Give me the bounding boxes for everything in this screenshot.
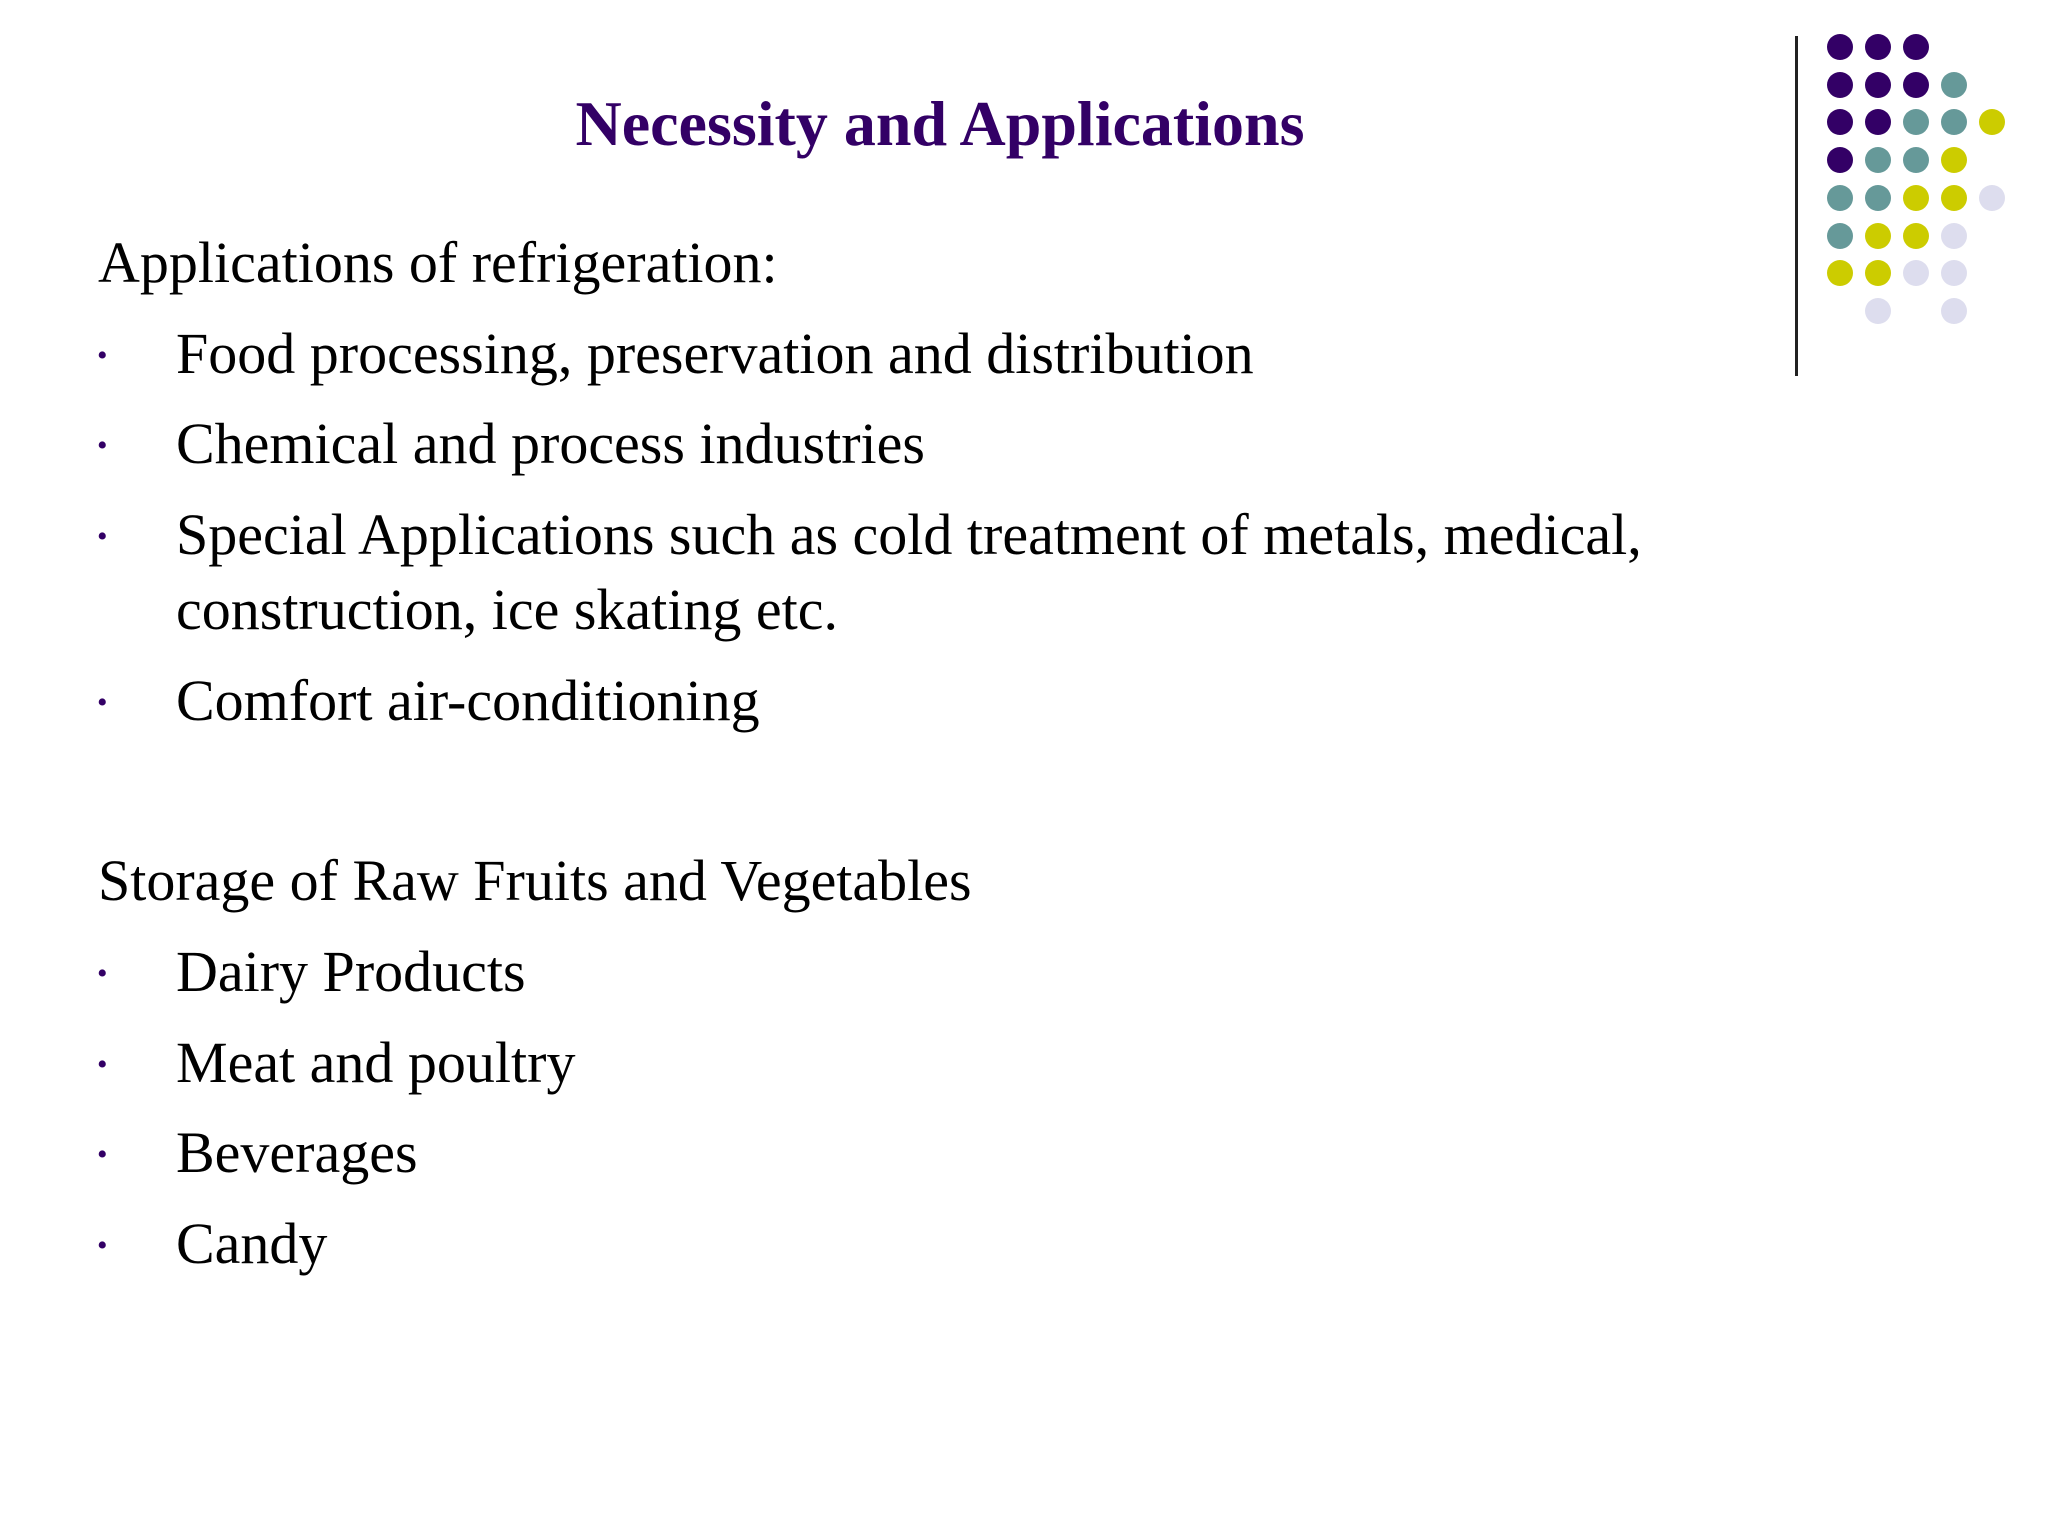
bullet: • [97,339,108,372]
dot [1827,223,1853,249]
dot [1827,147,1853,173]
dot [1865,72,1891,98]
list-item-text: Comfort air-conditioning [176,668,760,733]
dot [1941,223,1967,249]
list-item-text: Candy [176,1211,328,1276]
vertical-divider [1795,36,1798,376]
dot [1979,185,2005,211]
dot [1865,147,1891,173]
dot [1865,109,1891,135]
dot [1827,72,1853,98]
dot [1941,185,1967,211]
dot [1979,109,2005,135]
dot [1865,298,1891,324]
section-heading-storage: Storage of Raw Fruits and Vegetables [98,848,972,913]
dot [1903,109,1929,135]
dot [1903,185,1929,211]
dot [1941,147,1967,173]
bullet: • [97,429,108,462]
dot [1865,185,1891,211]
list-item-text: Chemical and process industries [176,411,925,476]
dot [1903,260,1929,286]
bullet: • [97,957,108,990]
list-item-text: Dairy Products [176,939,526,1004]
list-item-text: Beverages [176,1120,418,1185]
dot [1865,223,1891,249]
bullet: • [97,1048,108,1081]
dot [1941,109,1967,135]
bullet: • [97,1229,108,1262]
dot [1903,223,1929,249]
bullet: • [97,1138,108,1171]
dot [1903,147,1929,173]
list-item-text: Meat and poultry [176,1030,576,1095]
dot [1941,298,1967,324]
list-item-text: Special Applications such as cold treatment of metals, medical, [176,502,1642,567]
dot [1827,109,1853,135]
dot [1827,260,1853,286]
dot [1827,185,1853,211]
list-item-text: Food processing, preservation and distribution [176,321,1254,386]
dot [1903,34,1929,60]
list-item-text-continuation: construction, ice skating etc. [176,577,838,642]
bullet: • [97,520,108,553]
dot [1827,34,1853,60]
dot [1865,34,1891,60]
dot [1865,260,1891,286]
dot [1903,72,1929,98]
slide-title: Necessity and Applications [575,88,1305,159]
dot [1941,260,1967,286]
dot [1941,72,1967,98]
section-heading-applications: Applications of refrigeration: [98,230,778,295]
bullet: • [97,686,108,719]
